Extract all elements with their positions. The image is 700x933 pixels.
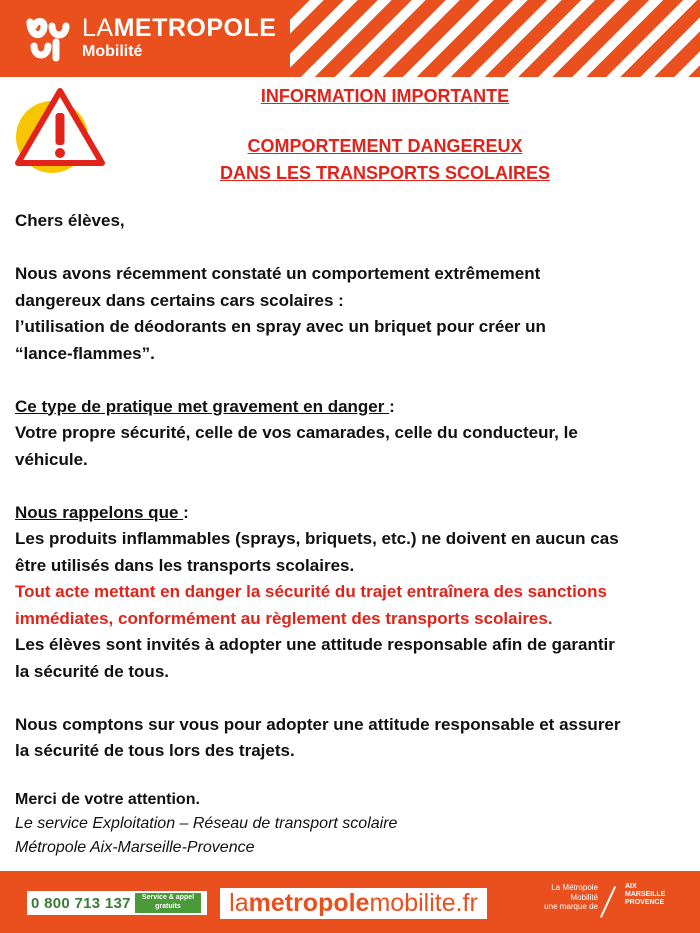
logo-la: LA (82, 14, 114, 42)
signature-org: Métropole Aix-Marseille-Provence (15, 839, 255, 856)
body-line: Les produits inflammables (sprays, briquets, etc.) ne doivent en aucun cas (15, 529, 619, 548)
body-line: l’utilisation de déodorants en spray avec un briquet pour créer un (15, 317, 546, 336)
warning-triangle-icon (8, 85, 108, 177)
logo-mobilite: Mobilité (82, 43, 143, 60)
notice-body (15, 208, 690, 765)
footer-banner (0, 871, 700, 933)
url-la: la (229, 889, 249, 917)
notice-titles (150, 86, 620, 187)
body-line: la sécurité de tous. (15, 661, 169, 681)
signature-block (15, 788, 615, 860)
metropole-logo[interactable] (22, 12, 276, 64)
logo-metropole: METROPOLE (113, 14, 277, 42)
heading-colon: : (183, 502, 189, 522)
phone-box[interactable] (27, 891, 207, 915)
section-heading-text: Nous rappelons que (15, 502, 184, 522)
body-line: Les élèves sont invités à adopter une attitude responsable afin de garantir (15, 635, 615, 654)
amp-line: MARSEILLE (625, 891, 666, 898)
amp-line: AIX (625, 883, 637, 890)
sanction-warning-line: Tout acte mettant en danger la sécurité du trajet entraînera des sanctions (15, 582, 608, 601)
body-line: “lance-flammes”. (15, 343, 155, 363)
brand-line: Mobilité (570, 892, 598, 902)
body-line: Votre propre sécurité, celle de vos camarades, celle du conducteur, le (15, 423, 578, 442)
url-rest: mobilite.fr (369, 889, 478, 917)
amp-line: PROVENCE (625, 899, 665, 906)
section-heading-danger (15, 394, 690, 421)
sanction-warning-line: immédiates, conformément au règlement des transports scolaires. (15, 608, 553, 628)
service-line-2: gratuits (155, 903, 181, 910)
title-transports: DANS LES TRANSPORTS SCOLAIRES (219, 163, 551, 183)
title-information-importante: INFORMATION IMPORTANTE (260, 86, 510, 106)
signature-thanks: Merci de votre attention. (15, 791, 200, 808)
body-line: Nous avons récemment constaté un comportement extrêmement (15, 264, 541, 283)
amp-logo (625, 883, 695, 907)
body-line: dangereux dans certains cars scolaires : (15, 290, 344, 310)
header-stripes (290, 0, 700, 77)
header-banner (0, 0, 700, 77)
url-metropole: metropole (248, 889, 370, 917)
body-line: Nous comptons sur vous pour adopter une attitude responsable et assurer (15, 714, 621, 734)
logo-text (82, 16, 276, 60)
title-comportement: COMPORTEMENT DANGEREUX (247, 136, 523, 156)
phone-number[interactable]: 0 800 713 137 (31, 894, 131, 912)
heading-colon: : (389, 396, 395, 416)
brand-line: La Métropole (551, 883, 598, 892)
metropole-logo-icon (22, 12, 74, 64)
website-link[interactable] (220, 888, 487, 919)
section-heading-rappel (15, 500, 690, 527)
body-line: la sécurité de tous lors des trajets. (15, 741, 295, 760)
section-heading-text: Ce type de pratique met gravement en danger (15, 396, 390, 416)
brand-note (538, 883, 598, 912)
service-line-1: Service & appel (141, 894, 195, 901)
body-line: véhicule. (15, 449, 88, 469)
brand-line: une marque de (544, 902, 598, 911)
body-line: être utilisés dans les transports scolaires. (15, 555, 355, 575)
signature-service: Le service Exploitation – Réseau de transport scolaire (15, 815, 398, 832)
greeting: Chers élèves, (15, 211, 125, 230)
divider (600, 886, 616, 918)
free-service-badge (135, 893, 201, 913)
